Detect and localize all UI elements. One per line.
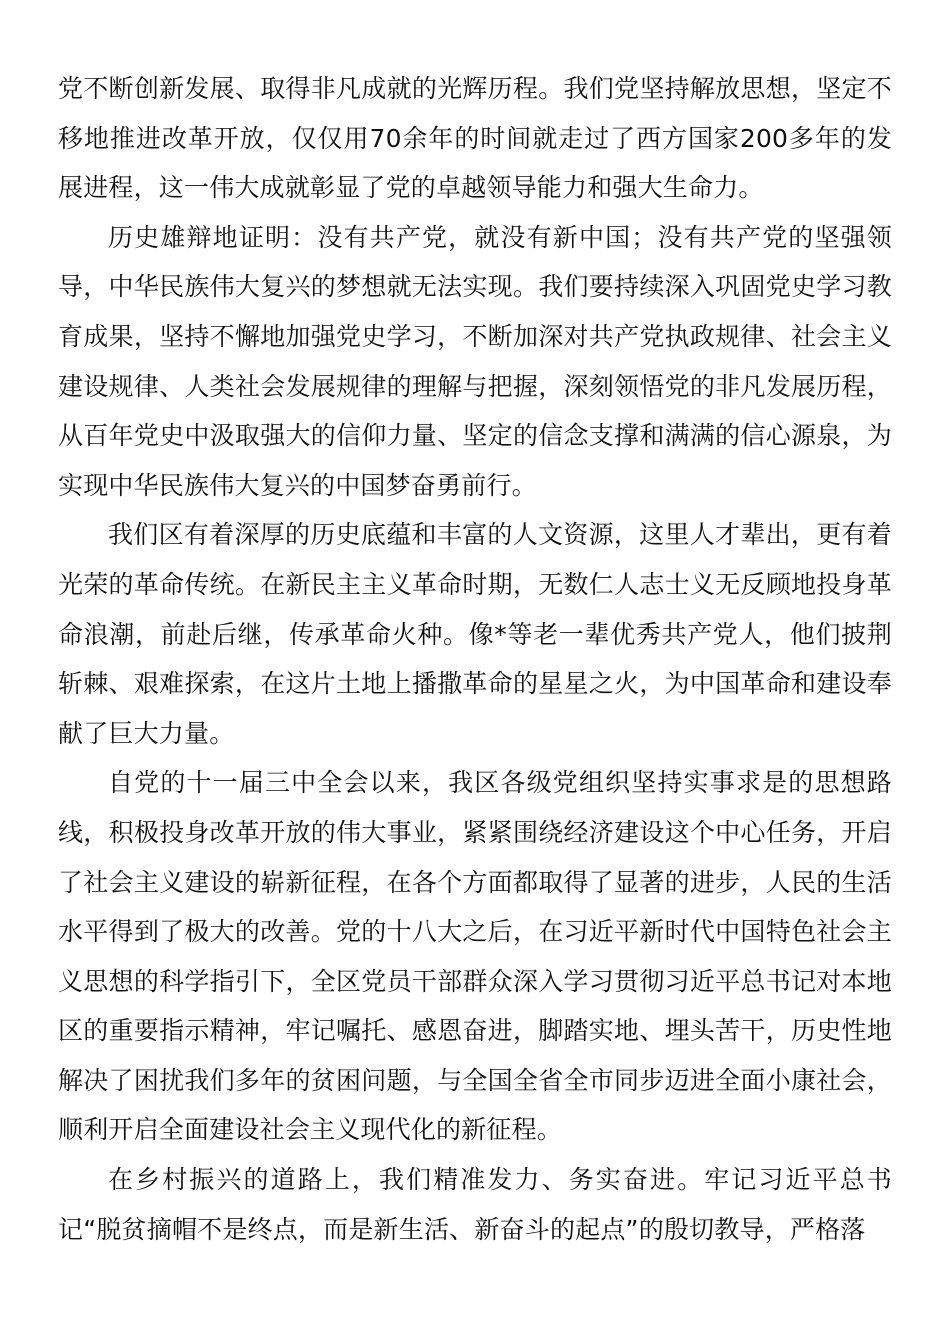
document-page	[58, 64, 892, 1254]
paragraph: 在乡村振兴的道路上，我们精准发力、务实奋进。牢记习近平总书记“脱贫摘帽不是终点，而是新生活、新奋斗的起点”的殷切教导，严格落	[58, 1165, 892, 1244]
paragraph: 历史雄辩地证明：没有共产党，就没有新中国；没有共产党的坚强领导，中华民族伟大复兴的梦想就无法实现。我们要持续深入巩固党史学习教育成果，坚持不懈地加强党史学习，不断加深对共产党执政规律、社会主义建设规律、人类社会发展规律的理解与把握，深刻领悟党的非凡发展历程，从百年党史中汲取强大的信仰力量、坚定的信念支撑和满满的信心源泉，为实现中华民族伟大复兴的中国梦奋勇前行。	[58, 222, 892, 500]
paragraph: 党不断创新发展、取得非凡成就的光辉历程。我们党坚持解放思想，坚定不移地推进改革开放，仅仅用70余年的时间就走过了西方国家200多年的发展进程，这一伟大成就彰显了党的卓越领导能力和强大生命力。	[58, 74, 892, 203]
paragraph: 我们区有着深厚的历史底蕴和丰富的人文资源，这里人才辈出，更有着光荣的革命传统。在新民主主义革命时期，无数仁人志士义无反顾地投身革命浪潮，前赴后继，传承革命火种。像*等老一辈优秀共产党人，他们披荆斩棘、艰难探索，在这片土地上播撒革命的星星之火，为中国革命和建设奉献了巨大力量。	[58, 520, 892, 748]
paragraph: 自党的十一届三中全会以来，我区各级党组织坚持实事求是的思想路线，积极投身改革开放的伟大事业，紧紧围绕经济建设这个中心任务，开启了社会主义建设的崭新征程，在各个方面都取得了显著的进步，人民的生活水平得到了极大的改善。党的十八大之后，在习近平新时代中国特色社会主义思想的科学指引下，全区党员干部群众深入学习贯彻习近平总书记对本地区的重要指示精神，牢记嘱托、感恩奋进，脚踏实地、埋头苦干，历史性地解决了困扰我们多年的贫困问题，与全国全省全市同步迈进全面小康社会，顺利开启全面建设社会主义现代化的新征程。	[58, 768, 892, 1145]
